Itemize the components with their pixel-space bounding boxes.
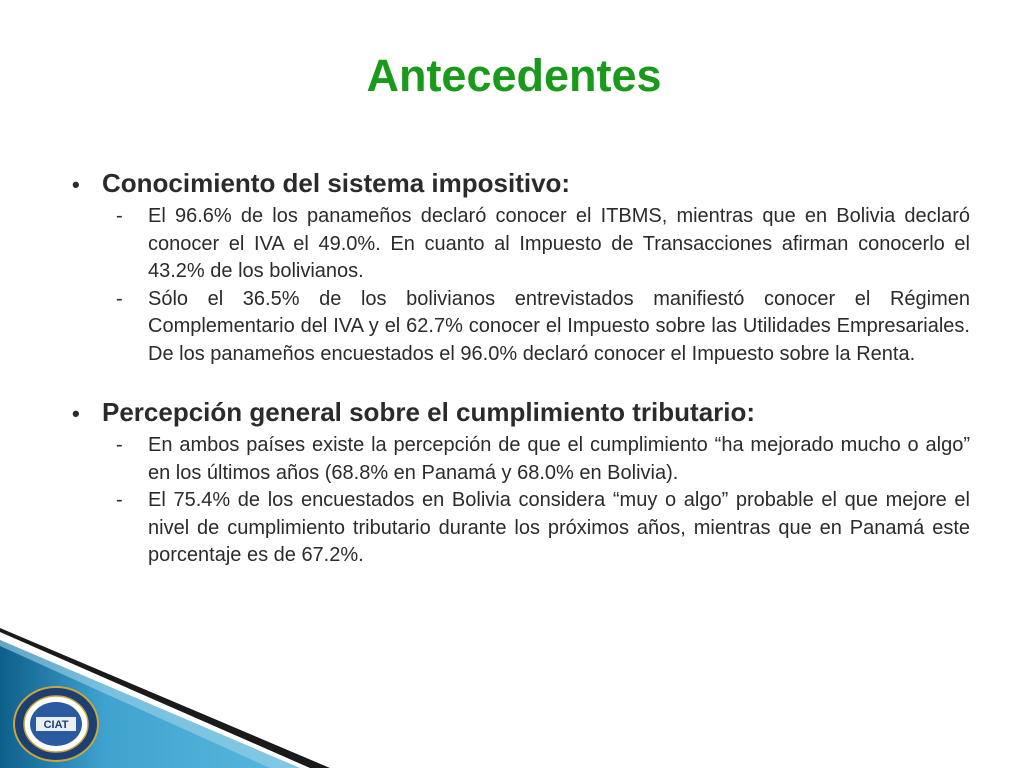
item-list [72,432,970,570]
logo-text: CIAT [43,719,69,731]
section-heading-text: Percepción general sobre el cumplimiento tributario: [102,397,756,427]
slide-content [72,165,970,588]
ciat-logo [12,685,100,763]
list-item [72,286,970,369]
dash-marker: - [116,287,123,310]
list-item-text: Sólo el 36.5% de los bolivianos entrevistados manifiestó conocer el Régimen Complementario del IVA y el 62.7% conocer el Impuesto sobre las Utilidades Empresariales. De los panameños encuestados el 96.0% declaró conocer el Impuesto sobre la Renta. [148,287,970,365]
section-heading [72,394,970,432]
list-item [72,432,970,487]
item-list [72,203,970,368]
bullet: • [72,401,80,426]
list-item [72,203,970,286]
bullet: • [72,172,80,197]
slide-title: Antecedentes [366,50,662,101]
dash-marker: - [116,434,123,456]
section-percepcion [72,394,970,570]
section-heading [72,165,970,203]
list-item-text: En ambos países existe la percepción de que el cumplimiento “ha mejorado mucho o algo” en los últimos años (68.8% en Panamá y 68.0% en Bolivia). [148,434,970,484]
dash-marker: - [116,205,123,227]
list-item [72,487,970,570]
dash-marker: - [116,489,123,511]
list-item-text: El 75.4% de los encuestados en Bolivia considera “muy o algo” probable el que mejore el nivel de cumplimiento tributario durante los próximos años, mientras que en Panamá este porcentaje es de 67.2%. [148,489,970,566]
section-conocimiento [72,165,970,368]
section-heading-text: Conocimiento del sistema impositivo: [102,168,571,198]
list-item-text: El 96.6% de los panameños declaró conocer el ITBMS, mientras que en Bolivia declaró conocer el IVA el 49.0%. En cuanto al Impuesto de Transacciones afirman conocerlo el 43.2% de los bolivianos. [148,205,970,282]
footer-decorative-band [0,628,1024,768]
